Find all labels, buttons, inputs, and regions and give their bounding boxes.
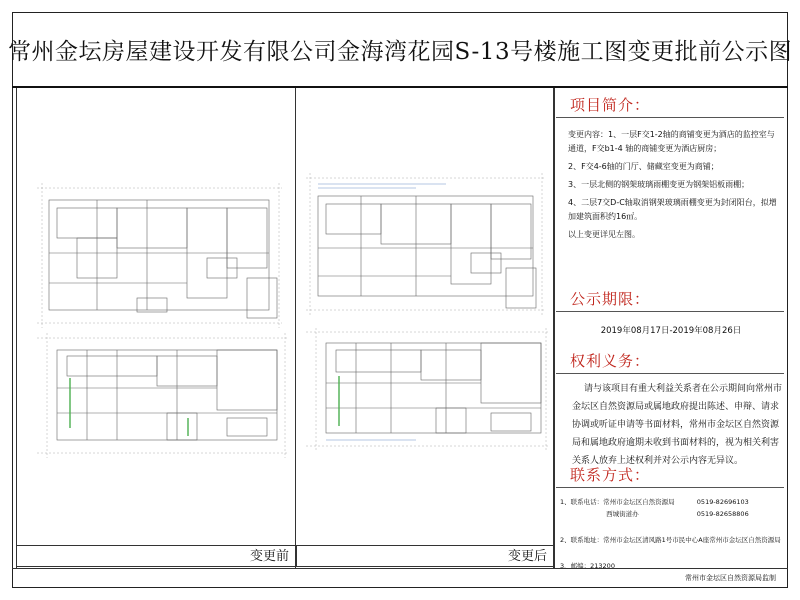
intro-line: 2、F交4-6轴的门厅、储藏室变更为商铺； (568, 162, 719, 171)
contact-district-row (554, 508, 788, 520)
project-intro-text (554, 118, 788, 242)
floor-plan-before-panel (16, 88, 296, 568)
contact-phone-2: 0519-82658806 (696, 510, 749, 518)
notice-period-section (554, 288, 788, 338)
footer-text: 常州市金坛区自然资源局监制 (685, 574, 776, 582)
contact-phone-1: 0519-82696103 (696, 498, 749, 506)
contact-section (554, 464, 788, 572)
project-intro-heading: 项目简介： (570, 96, 651, 114)
contact-phone-row (554, 496, 788, 508)
floor-plan-after-drawing (296, 88, 554, 544)
after-label: 变更后 (507, 549, 547, 564)
contact-postcode: 3、邮编：213200 (560, 562, 615, 570)
project-intro-section (554, 94, 788, 246)
intro-line: 变更内容：1、一层F交1-2轴的商铺变更为酒店的监控室与通道，F交b1-4 轴的商铺变更为酒店厨房； (568, 130, 775, 153)
footer (12, 568, 788, 588)
contact-address: 2、联系地址：常州市金坛区清风路1号市民中心A座常州市金坛区自然资源局 (560, 536, 781, 544)
contact-heading: 联系方式： (570, 466, 651, 484)
rights-text: 请与该项目有重大利益关系者在公示期间向常州市金坛区自然资源局或属地政府提出陈述、申辩、请求协调或听证申请等书面材料，常州市金坛区自然资源局和属地政府逾期未收到书面材料的，视为相关利害关系人放弃上述权利并对公示内容无异议。 (572, 384, 783, 466)
info-column (554, 88, 788, 568)
title-bar (7, 12, 793, 87)
rights-heading: 权利义务： (570, 352, 651, 370)
before-label-box (16, 545, 296, 567)
floor-plan-after-panel (296, 88, 554, 568)
before-label: 变更前 (249, 549, 289, 564)
page-title: 常州金坛房屋建设开发有限公司金海湾花园S-13号楼施工图变更批前公示图 (7, 39, 793, 65)
rights-section (554, 350, 788, 470)
contact-district-label: 西城街道办 (606, 510, 639, 518)
after-label-box (296, 545, 554, 567)
notice-period-value: 2019年08月17日-2019年08月26日 (600, 326, 742, 336)
intro-line: 3、一层北侧的钢架玻璃雨棚变更为钢架铝板雨棚； (568, 180, 750, 189)
floor-plan-before-drawing (17, 88, 297, 544)
intro-line: 4、二层7交D-C轴取消钢架玻璃雨棚变更为封闭阳台，拟增加建筑面积约16㎡。 (568, 198, 777, 221)
intro-line: 以上变更详见左图。 (568, 230, 640, 239)
contact-phone-label: 1、联系电话：常州市金坛区自然资源局 (560, 498, 675, 506)
notice-period-heading: 公示期限： (570, 290, 651, 308)
